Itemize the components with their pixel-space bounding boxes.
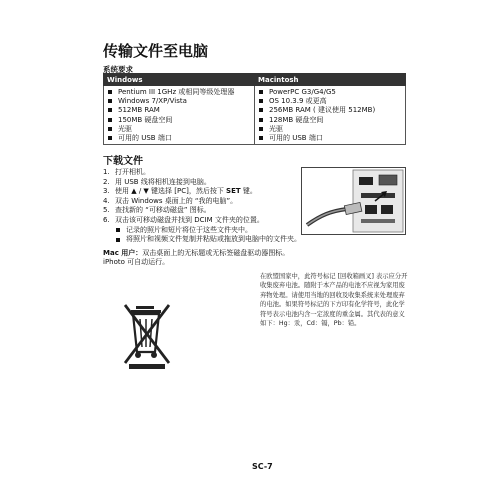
list-item: Pentium III 1GHz 或相同等级处理器	[107, 88, 251, 97]
column-header-windows: Windows	[104, 74, 255, 86]
requirements-table	[103, 73, 406, 145]
list-item: 150MB 硬盘空间	[107, 116, 251, 125]
list-item: 512MB RAM	[107, 106, 251, 115]
download-heading: 下载文件	[103, 156, 143, 167]
step-2: 2. 用 USB 线将相机连接到电脑。	[103, 177, 211, 186]
list-item: 记录的照片和短片将位于这些文件夹中。	[103, 226, 403, 236]
list-item: OS 10.3.9 或更高	[258, 97, 402, 106]
column-header-mac: Macintosh	[255, 74, 406, 86]
step-3: 3. 使用 ▲ / ▼ 键选择 [PC]，然后按下 SET 键。	[103, 187, 257, 196]
mac-user-note: Mac 用户：双击桌面上的无标题或无标签磁盘驱动器图标。 iPhoto 可自动运行。	[103, 249, 290, 267]
page-number: SC-7	[252, 462, 273, 471]
step-5: 5. 查找新的 “可移动磁盘” 图标。	[103, 206, 211, 215]
list-item: 光驱	[107, 125, 251, 134]
windows-requirements-cell	[104, 86, 255, 145]
list-item: 128MB 硬盘空间	[258, 116, 402, 125]
list-item: 可用的 USB 端口	[107, 134, 251, 143]
mac-requirements-cell	[255, 86, 406, 145]
requirements-heading: 系统要求	[103, 65, 133, 74]
step-6: 6. 双击该可移动磁盘并找到 DCIM 文件夹的位置。	[103, 215, 264, 224]
crossed-out-bin-icon	[123, 297, 171, 370]
list-item: Windows 7/XP/Vista	[107, 97, 251, 106]
page-title: 传输文件至电脑	[103, 42, 209, 60]
set-key-label: SET	[226, 187, 241, 196]
list-item: PowerPC G3/G4/G5	[258, 88, 402, 97]
step-1: 1. 打开相机。	[103, 168, 150, 176]
battery-disposal-note: 在欧盟国家中，此符号标记 [回收箱画叉] 表示应分开收集废弃电池。随附于本产品的电池不应视为家用废弃物处理。请使用当地的回收及收集系统来处理废弃的电池。如果符号标记的下方印有化学符号，此化学符号表示电池内含一定浓度的重金属。其代表的意义如下：Hg：汞，Cd：镉，Pb：铅。	[260, 273, 408, 328]
list-item: 256MB RAM ( 建议使用 512MB)	[258, 106, 402, 115]
mac-user-label: Mac 用户：	[103, 249, 143, 257]
usb-connection-illustration	[301, 167, 406, 235]
list-item: 光驱	[258, 125, 402, 134]
list-item: 可用的 USB 端口	[258, 134, 402, 143]
list-item: 将照片和视频文件复制并粘贴或拖放到电脑中的文件夹。	[103, 235, 403, 245]
step-4: 4. 双击 Windows 桌面上的 “我的电脑”。	[103, 196, 238, 205]
